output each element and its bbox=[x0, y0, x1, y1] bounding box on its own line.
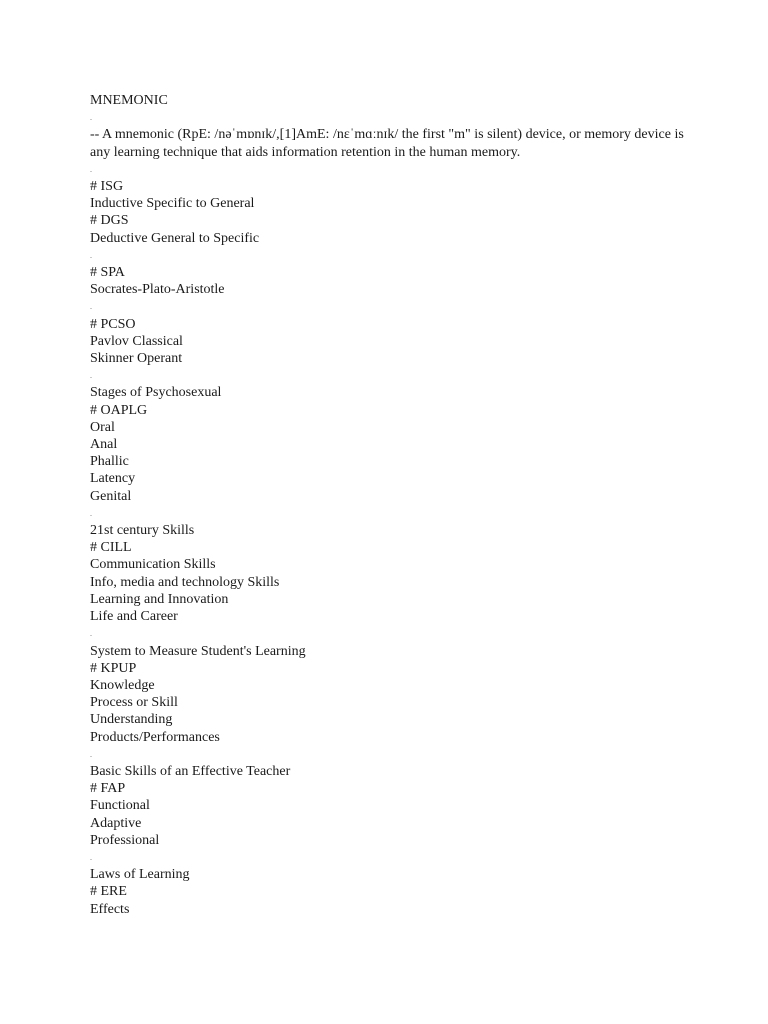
mnemonic-line: Life and Career bbox=[90, 609, 178, 625]
mnemonic-section bbox=[90, 316, 690, 368]
separator-dot: . bbox=[90, 113, 92, 123]
mnemonic-acronym: # OAPLG bbox=[90, 402, 148, 418]
mnemonic-section bbox=[90, 178, 690, 247]
separator-dot: . bbox=[90, 749, 92, 759]
separator-dot: . bbox=[90, 250, 92, 260]
mnemonic-line: Products/Performances bbox=[90, 729, 220, 745]
mnemonic-line: Inductive Specific to General bbox=[90, 196, 255, 212]
mnemonic-section bbox=[90, 763, 690, 849]
document-title: MNEMONIC bbox=[90, 93, 168, 108]
mnemonic-section bbox=[90, 522, 690, 625]
mnemonic-line: Process or Skill bbox=[90, 695, 178, 711]
mnemonic-sections bbox=[90, 161, 690, 918]
mnemonic-acronym: # KPUP bbox=[90, 660, 137, 676]
separator-dot: . bbox=[90, 302, 92, 312]
mnemonic-line: Basic Skills of an Effective Teacher bbox=[90, 763, 291, 779]
mnemonic-line: Oral bbox=[90, 419, 115, 435]
mnemonic-acronym: # CILL bbox=[90, 540, 132, 556]
mnemonic-line: Genital bbox=[90, 488, 132, 504]
mnemonic-line: Socrates-Plato-Aristotle bbox=[90, 282, 225, 298]
mnemonic-line: Adaptive bbox=[90, 815, 142, 831]
mnemonic-acronym: # SPA bbox=[90, 265, 125, 281]
mnemonic-line: Functional bbox=[90, 798, 150, 814]
mnemonic-line: Professional bbox=[90, 832, 160, 848]
mnemonic-line: Stages of Psychosexual bbox=[90, 385, 222, 401]
separator-dot: . bbox=[90, 852, 92, 862]
mnemonic-line: Understanding bbox=[90, 712, 173, 728]
mnemonic-line: Communication Skills bbox=[90, 557, 216, 573]
mnemonic-line: System to Measure Student's Learning bbox=[90, 643, 306, 659]
mnemonic-section bbox=[90, 384, 690, 504]
document-body bbox=[90, 92, 690, 918]
mnemonic-line: Phallic bbox=[90, 454, 129, 470]
mnemonic-line: Anal bbox=[90, 437, 118, 453]
separator-dot: . bbox=[90, 629, 92, 639]
mnemonic-line: Knowledge bbox=[90, 677, 155, 693]
mnemonic-acronym: # PCSO bbox=[90, 316, 136, 332]
mnemonic-line: Latency bbox=[90, 471, 136, 487]
mnemonic-section bbox=[90, 866, 690, 918]
mnemonic-section bbox=[90, 264, 690, 298]
mnemonic-acronym: # ISG bbox=[90, 179, 124, 195]
mnemonic-line: Info, media and technology Skills bbox=[90, 574, 280, 590]
mnemonic-line: Learning and Innovation bbox=[90, 591, 229, 607]
separator-dot: . bbox=[90, 371, 92, 381]
intro-paragraph: -- A mnemonic (RpE: /nəˈmɒnɪk/,[1]AmE: /nɛˈmɑːnɪk/ the first "m" is silent) device, or memory device is any learning technique that aids information retention in the human memory. bbox=[90, 127, 688, 160]
mnemonic-line: Pavlov Classical bbox=[90, 333, 183, 349]
mnemonic-acronym: # DGS bbox=[90, 213, 129, 229]
mnemonic-line: Effects bbox=[90, 901, 130, 917]
mnemonic-line: Laws of Learning bbox=[90, 867, 190, 883]
mnemonic-line: Skinner Operant bbox=[90, 351, 183, 367]
mnemonic-acronym: # ERE bbox=[90, 884, 127, 900]
mnemonic-section bbox=[90, 643, 690, 746]
mnemonic-acronym: # FAP bbox=[90, 781, 126, 797]
separator-dot: . bbox=[90, 164, 92, 174]
mnemonic-line: Deductive General to Specific bbox=[90, 230, 260, 246]
separator-dot: . bbox=[90, 508, 92, 518]
mnemonic-line: 21st century Skills bbox=[90, 523, 195, 539]
